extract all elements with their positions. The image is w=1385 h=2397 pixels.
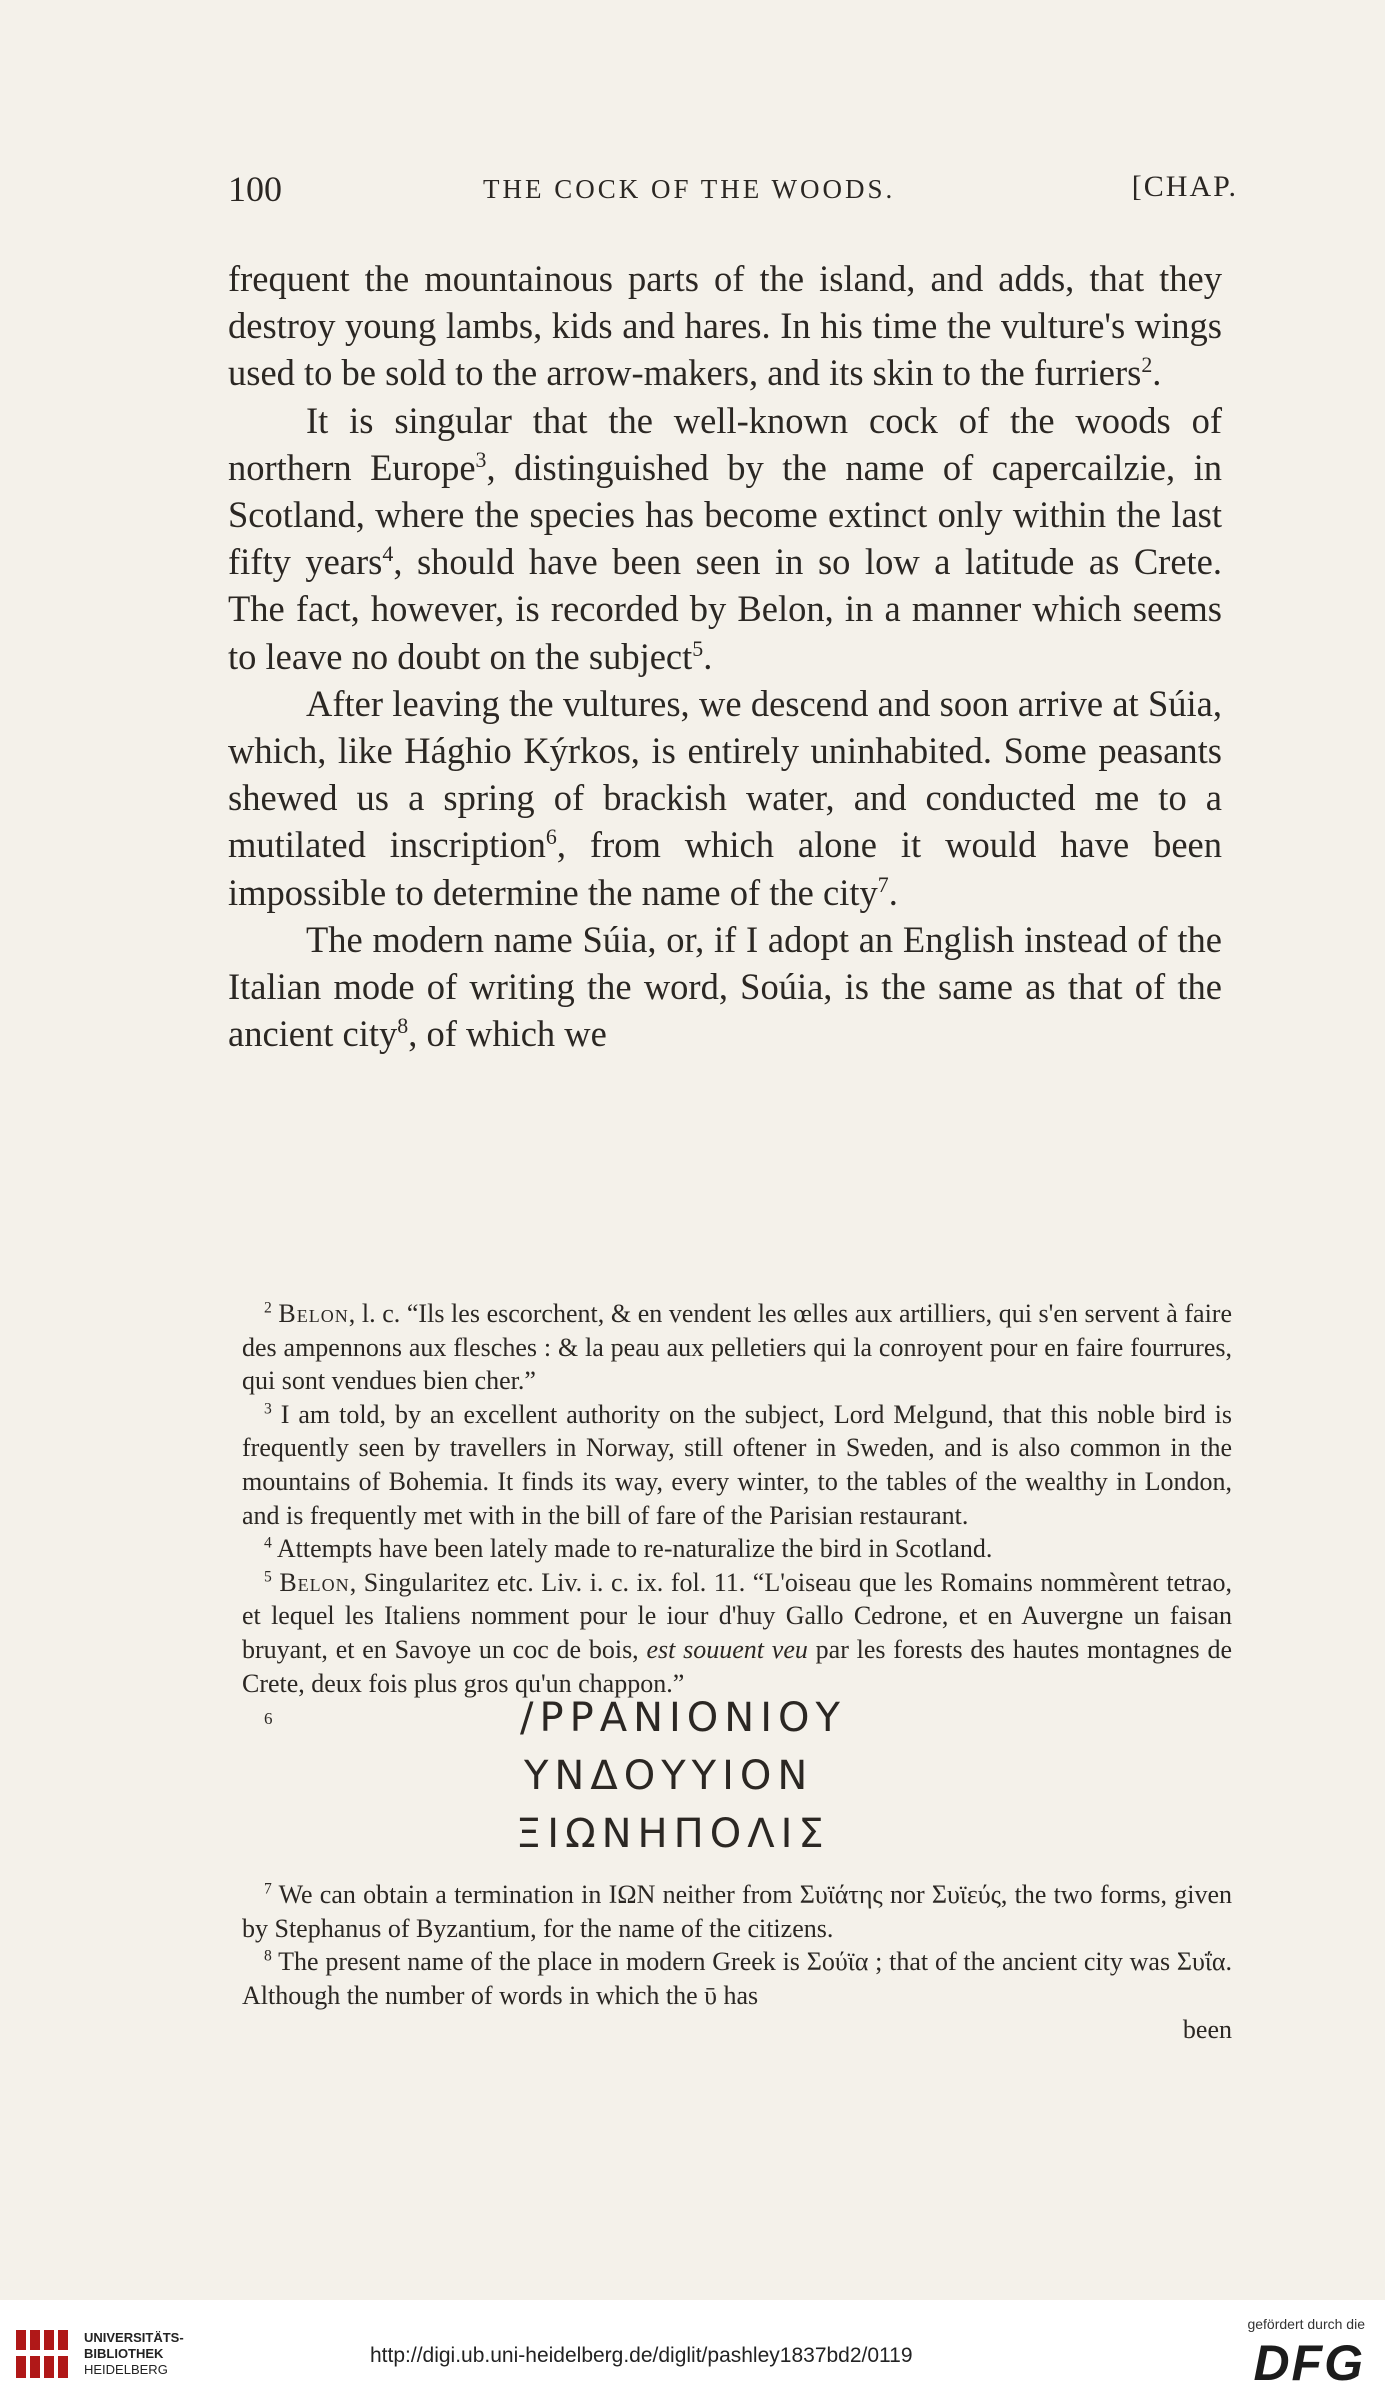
footnote-ref[interactable]: 4 (382, 541, 394, 567)
footnote-6-inscription: 6 /ΡΡΑΝΙΟΝΙΟΥ ΥΝΔΟΥΥΙΟΝ ΞΙΩΝΗΠΟΛΙΣ (264, 1695, 846, 1858)
footnote-5: $^5$ Belon, Singularitez etc. Liv. i. c. ix. fol. 11. “L'oiseau que les Romains nommèrent tetrao, et lequel les Italiens nomment pour le iour d'huy Gallo Cedrone, et en Auvergne un faisan bruyant, et en Savoye un coc de bois, est souuent veu par les forests des hautes montagnes de Crete, deux fois plus gros qu'un chappon.” (242, 1567, 1233, 1698)
university-library-logo-icon[interactable] (12, 2324, 72, 2384)
main-text (228, 255, 1222, 1057)
paragraph-3: After leaving the vultures, we descend and soon arrive at Súia, which, like Hághio Kýrkos, is entirely uninhabited. Some peasants shewed us a spring of brackish water, and conducted me to a mutilated inscription$^6$, from which alone it would have been impossible to determine the name of the city$^7$. (228, 682, 1222, 913)
paragraph-1: frequent the mountainous parts of the island, and adds, that they destroy young lambs, kids and hares. In his time the vulture's wings used to be sold to the arrow-makers, and its skin to the furriers$^2$. (228, 258, 1222, 394)
footnote-ref[interactable]: 5 (692, 635, 704, 661)
footnote-ref[interactable]: 6 (545, 824, 557, 850)
inscription-line: ΥΝΔΟΥΥΙΟΝ (524, 1753, 814, 1800)
chapter-mark: [CHAP. (1131, 170, 1238, 203)
footnote-8: $^8$ The present name of the place in modern Greek is Σούϊα ; that of the ancient city was Συΐα. Although the number of words in which the ῡ has (242, 1947, 1232, 2010)
footnote-3: $^3$ I am told, by an excellent authority on the subject, Lord Melgund, that this noble bird is frequently seen by travellers in Norway, still oftener in Sweden, and is also common in the mountains of Bohemia. It finds its way, every winter, to the tables of the wealthy in London, and is frequently met with in the bill of fare of the Parisian restaurant. (242, 1399, 1233, 1530)
permalink-url[interactable]: http://digi.ub.uni-heidelberg.de/diglit/pashley1837bd2/0119 (370, 2344, 913, 2367)
inscription-line: /ΡΡΑΝΙΟΝΙΟΥ (520, 1695, 846, 1742)
paragraph-4: The modern name Súia, or, if I adopt an English instead of the Italian mode of writing the word, Soúia, is the same as that of the ancient city$^8$, of which we (228, 918, 1222, 1055)
funded-by-label: gefördert durch die (1247, 2316, 1365, 2332)
footnote-ref[interactable]: 8 (397, 1013, 409, 1039)
footnote-ref[interactable]: 7 (877, 871, 889, 897)
paragraph-2: It is singular that the well-known cock of the woods of northern Europe$^3$, distinguished by the name of capercailzie, in Scotland, where the species has become extinct only within the last fifty years$^4$, should have been seen in so low a latitude as Crete. The fact, however, is recorded by Belon, in a manner which seems to leave no doubt on the subject$^5$. (228, 399, 1222, 677)
footnote-2: $^2$ Belon, l. c. “Ils les escorchent, & en vendent les œlles aux artilliers, qui s'en servent à faire des ampennons aux flesches : & la peau aux pelletiers qui la conroyent pour en faire fourrures, qui sont vendues bien cher.” (242, 1299, 1233, 1396)
footnote-7: $^7$ We can obtain a termination in ΙΩΝ neither from Συϊάτης nor Συϊεύς, the two forms, given by Stephanus of Byzantium, for the name of the citizens. (242, 1880, 1232, 1943)
running-title: THE COCK OF THE WOODS. (483, 174, 896, 204)
page-number: 100 (228, 169, 282, 209)
footnote-4: $^4$ Attempts have been lately made to re-naturalize the bird in Scotland. (264, 1534, 993, 1564)
page-header (228, 168, 1238, 218)
library-name[interactable]: UNIVERSITÄTS- BIBLIOTHEK HEIDELBERG (84, 2330, 184, 2377)
footnote-ref[interactable]: 3 (475, 446, 487, 472)
dfg-logo[interactable]: DFG (1253, 2335, 1365, 2391)
inscription-line: ΞΙΩΝΗΠΟΛΙΣ (516, 1811, 830, 1858)
viewer-footer (0, 2300, 1385, 2397)
catchword: been (1182, 2014, 1232, 2044)
footnote-ref[interactable]: 2 (1141, 352, 1153, 378)
footnotes (242, 1297, 1232, 2046)
